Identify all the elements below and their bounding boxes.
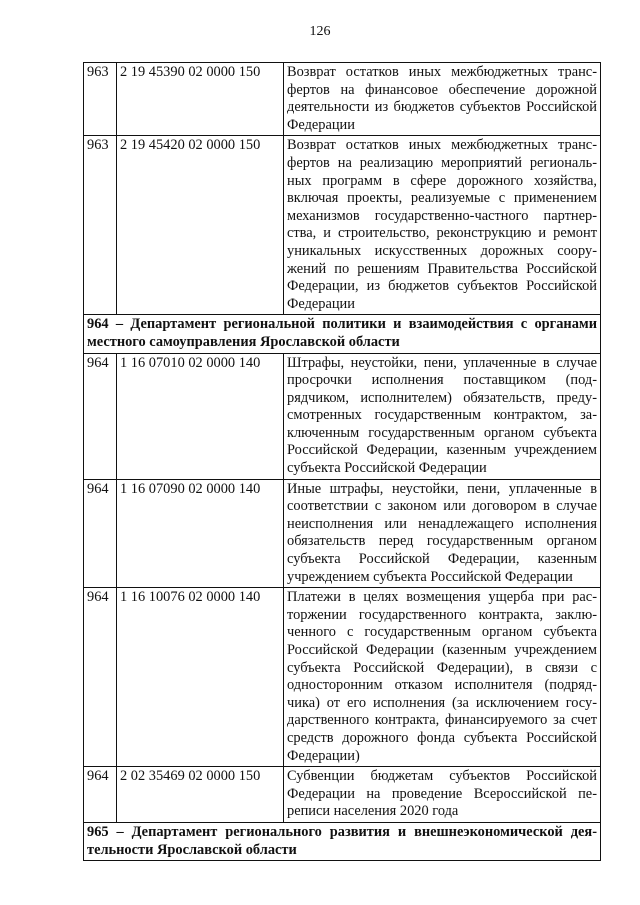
table-row [84,767,601,823]
revenue-code-cell: 2 02 35469 02 0000 150 [117,767,284,823]
table-row [84,353,601,479]
revenue-code-cell: 2 19 45390 02 0000 150 [117,63,284,136]
admin-code-cell: 963 [84,63,117,136]
description-cell: Платежи в целях возмещения ущерба при расторжении государственного контракта, заключенного с государственным органом субъекта Российской Федерации (казенным учреждением субъекта Российской Федерации), в связи с односторонним отказом исполнителя (подрядчика) от его исполнения (за исключением государственного контракта, финансируемого за счет средств дорожного фонда субъекта Российской Федерации) [284,588,601,767]
table-row [84,63,601,136]
description-cell: Субвенции бюджетам субъектов Российской Федерации на проведение Всероссийской переписи населения 2020 года [284,767,601,823]
revenue-code-cell: 1 16 07010 02 0000 140 [117,353,284,479]
revenue-code-cell: 2 19 45420 02 0000 150 [117,136,284,315]
table-row [84,588,601,767]
table-row [84,136,601,315]
table-row [84,479,601,588]
admin-code-cell: 964 [84,353,117,479]
admin-code-cell: 964 [84,767,117,823]
department-row [84,315,601,353]
description-cell: Возврат остатков иных межбюджетных трансфертов на реализацию мероприятий региональных программ в сфере дорожного хозяйства, включая проекты, реализуемые с применением механизмов государственно-частного партнерства, и строительство, реконструкцию и ремонт уникальных искусственных дорожных сооружений по решениям Правительства Российской Федерации, из бюджетов субъектов Российской Федерации [284,136,601,315]
department-title: 964 – Департамент региональной политики и взаимодействия с органами местного самоуправления Ярославской области [84,315,601,353]
page-number: 126 [309,24,331,39]
admin-code-cell: 964 [84,588,117,767]
revenue-code-cell: 1 16 10076 02 0000 140 [117,588,284,767]
description-cell: Иные штрафы, неустойки, пени, уплаченные в соответствии с законом или договором в случае неисполнения или ненадлежащего исполнения обязательств перед государственным органом субъекта Российской Федерации, казенным учреждением субъекта Российской Федерации [284,479,601,588]
admin-code-cell: 964 [84,479,117,588]
description-cell: Возврат остатков иных межбюджетных трансфертов на финансовое обеспечение дорожной деятельности из бюджетов субъектов Российской Федерации [284,63,601,136]
budget-codes-table [83,62,601,861]
admin-code-cell: 963 [84,136,117,315]
department-row [84,822,601,860]
department-title: 965 – Департамент регионального развития и внешнеэкономической деятельности Ярославской области [84,822,601,860]
description-cell: Штрафы, неустойки, пени, уплаченные в случае просрочки исполнения поставщиком (подрядчиком, исполнителем) обязательств, предусмотренных государственным контрактом, заключенным государственным органом субъекта Российской Федерации, казенным учреждением субъекта Российской Федерации [284,353,601,479]
revenue-code-cell: 1 16 07090 02 0000 140 [117,479,284,588]
